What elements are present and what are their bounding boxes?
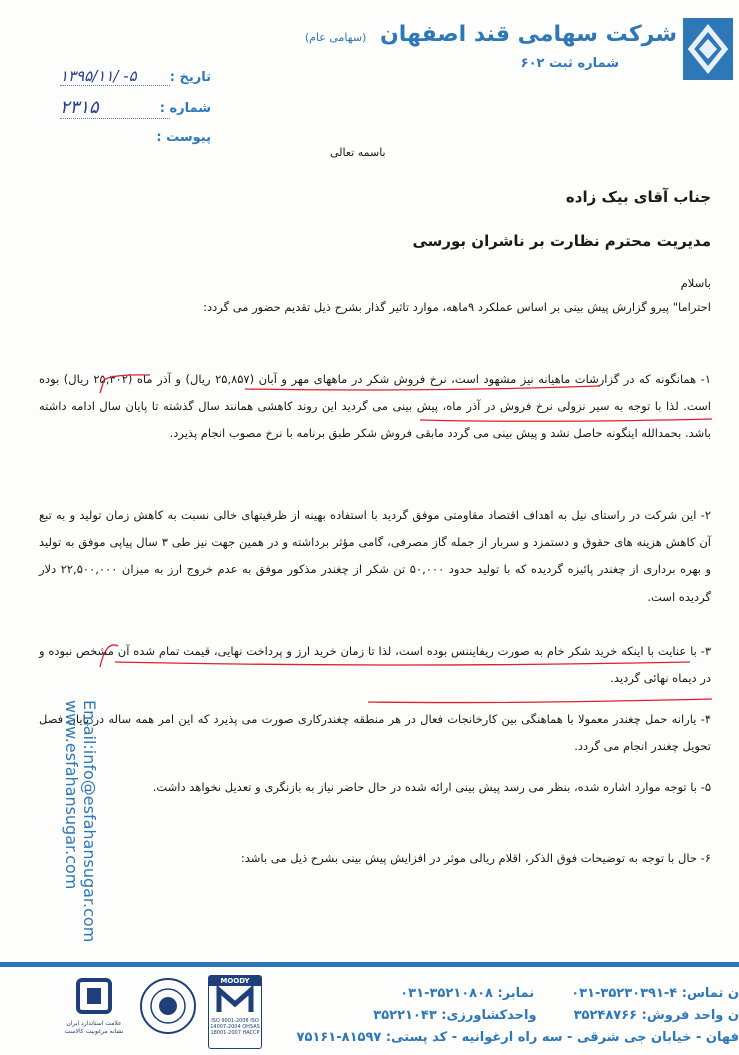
standard-mark-icon <box>74 976 114 1016</box>
footer-phone-row <box>400 986 739 1001</box>
footer-sales-row <box>373 1008 739 1023</box>
footer-divider <box>0 962 739 967</box>
item-3-text: ۳- با عنایت با اینکه خرید شکر خام به صورت ریفایننس بوده است، لذا تا زمان خرید ارز و پرداخت نهایی، قیمت تمام شده آن مشخص نبوده و در دیماه نهائی گردید. <box>39 644 711 686</box>
item-1-text: ۱- همانگونه که در گزارشات ماهیانه نیز مشهود است، نرخ فروش شکر در ماههای مهر و آبان (۲۵,۸۵۷ ریال) و آذر ماه (۲۵,۳۰۲ ریال) بوده است. لذا با توجه به سیر نزولی نرخ فروش در آذر ماه، پیش بینی می گردید این روند کاهشی همانند سال گذشته تا پایان سال ادامه داشته باشد. بحمدالله اینگونه حاصل نشد و پیش بینی می گردد مابقی فروش شکر طبق برنامه با نرخ مصوب انجام پذیرد. <box>39 372 711 441</box>
round-seal-icon <box>140 978 196 1034</box>
underline-stroke <box>100 375 150 393</box>
intro-text: احتراما" پیرو گزارش پیش بینی بر اساس عملکرد ۹ماهه، موارد تاثیر گذار بشرح ذیل تقدیم حضور می گردد: <box>203 300 711 314</box>
item-5-text: ۵- با توجه موارد اشاره شده، بنظر می رسد پیش بینی ارائه شده در حال حاضر نیاز به بازنگری و تعدیل نخواهد داشت. <box>152 780 711 794</box>
attachment-label: پیوست : <box>156 130 211 145</box>
underline-stroke <box>368 699 712 703</box>
number-label: شماره : <box>159 101 211 116</box>
item-2-text: ۲- این شرکت در راستای نیل به اهداف اقتصاد مقاومتی موفق گردید با استفاده بهینه از ظرفیتهای خالی نسبت به کاهش زمان تولید و به تبع آن کاهش هزینه های حقوق و دستمزد و سربار از جمله گاز مصرفی، گامی مؤثر برداشته و در همین جهت نیز طی ۳ سال پیاپی موفق به تولید و بهره برداری از چغندر پائیزه گردیده که با تولید حدود ۵۰,۰۰۰ تن شکر از چغندر مذکور موفق به عدم خروج ارز به میزان ۲۲,۵۰۰,۰۰۰ دلار گردیده است. <box>39 508 711 604</box>
agri-text: واحدکشاورزی: ۳۵۲۲۱۰۴۳ <box>373 1008 537 1023</box>
moody-brand: MOODY <box>209 976 261 986</box>
number-value: ۲۳۱۵ <box>60 97 170 119</box>
company-name-text: شرکت سهامی قند اصفهان <box>380 22 677 47</box>
underline-stroke <box>245 386 600 390</box>
underline-stroke <box>100 645 118 667</box>
underline-stroke <box>115 662 690 665</box>
recipient-name: جناب آقای بیک زاده <box>565 188 711 206</box>
recipient-title: مدیریت محترم نظارت بر ناشران بورسی <box>412 232 711 250</box>
invocation: باسمه تعالی <box>330 146 386 159</box>
email-text: Email:info@esfahansugar.com <box>80 700 99 943</box>
company-type: (سهامی عام) <box>304 31 367 44</box>
moody-m-icon <box>215 986 255 1016</box>
greeting: باسلام <box>680 276 711 290</box>
phone-text: ن تماس: ۴-۳۵۲۳۰۳۹۱-۰۳۱ <box>571 986 739 1001</box>
moody-cert-badge <box>208 975 262 1049</box>
standard-text: علامت استاندارد ایران نشانه مرغوبیت کالاست <box>64 1020 124 1035</box>
underline-stroke <box>420 419 712 421</box>
item-4-text: ۴- یارانه حمل چغندر معمولا با هماهنگی بین کارخانجات فعال در هر منطقه چغندرکاری صورت می پذیرد که این امر همه ساله در پایان فصل تحویل چغندر انجام می گردد. <box>39 712 711 754</box>
sales-text: ن واحد فروش: ۳۵۲۴۸۷۶۶ <box>573 1008 739 1023</box>
date-value: ۱۳۹۵/۱۱/ -۵ <box>60 67 170 86</box>
sidebar-contact <box>62 700 99 943</box>
moody-standards: ISO 9001-2008 ISO 14007-2004 OHSAS 18001-2007 HACCP <box>210 1018 260 1036</box>
iran-standard-badge <box>64 976 124 1046</box>
fax-text: نمابر: ۳۵۲۱۰۸۰۸-۰۳۱ <box>400 986 535 1001</box>
website-text: www.esfahansugar.com <box>62 700 81 890</box>
item-6-text: ۶- حال با توجه به توضیحات فوق الذکر، اقلام ریالی موثر در افزایش پیش بینی بشرح ذیل می باشد: <box>240 851 711 865</box>
date-label: تاریخ : <box>169 70 211 85</box>
registration-number: شماره ثبت ۶۰۲ <box>520 56 619 71</box>
footer-address: فهان - خیابان جی شرقی - سه راه ارغوانیه - کد پستی: ۸۱۵۹۷-۷۵۱۶۱ <box>296 1030 739 1045</box>
